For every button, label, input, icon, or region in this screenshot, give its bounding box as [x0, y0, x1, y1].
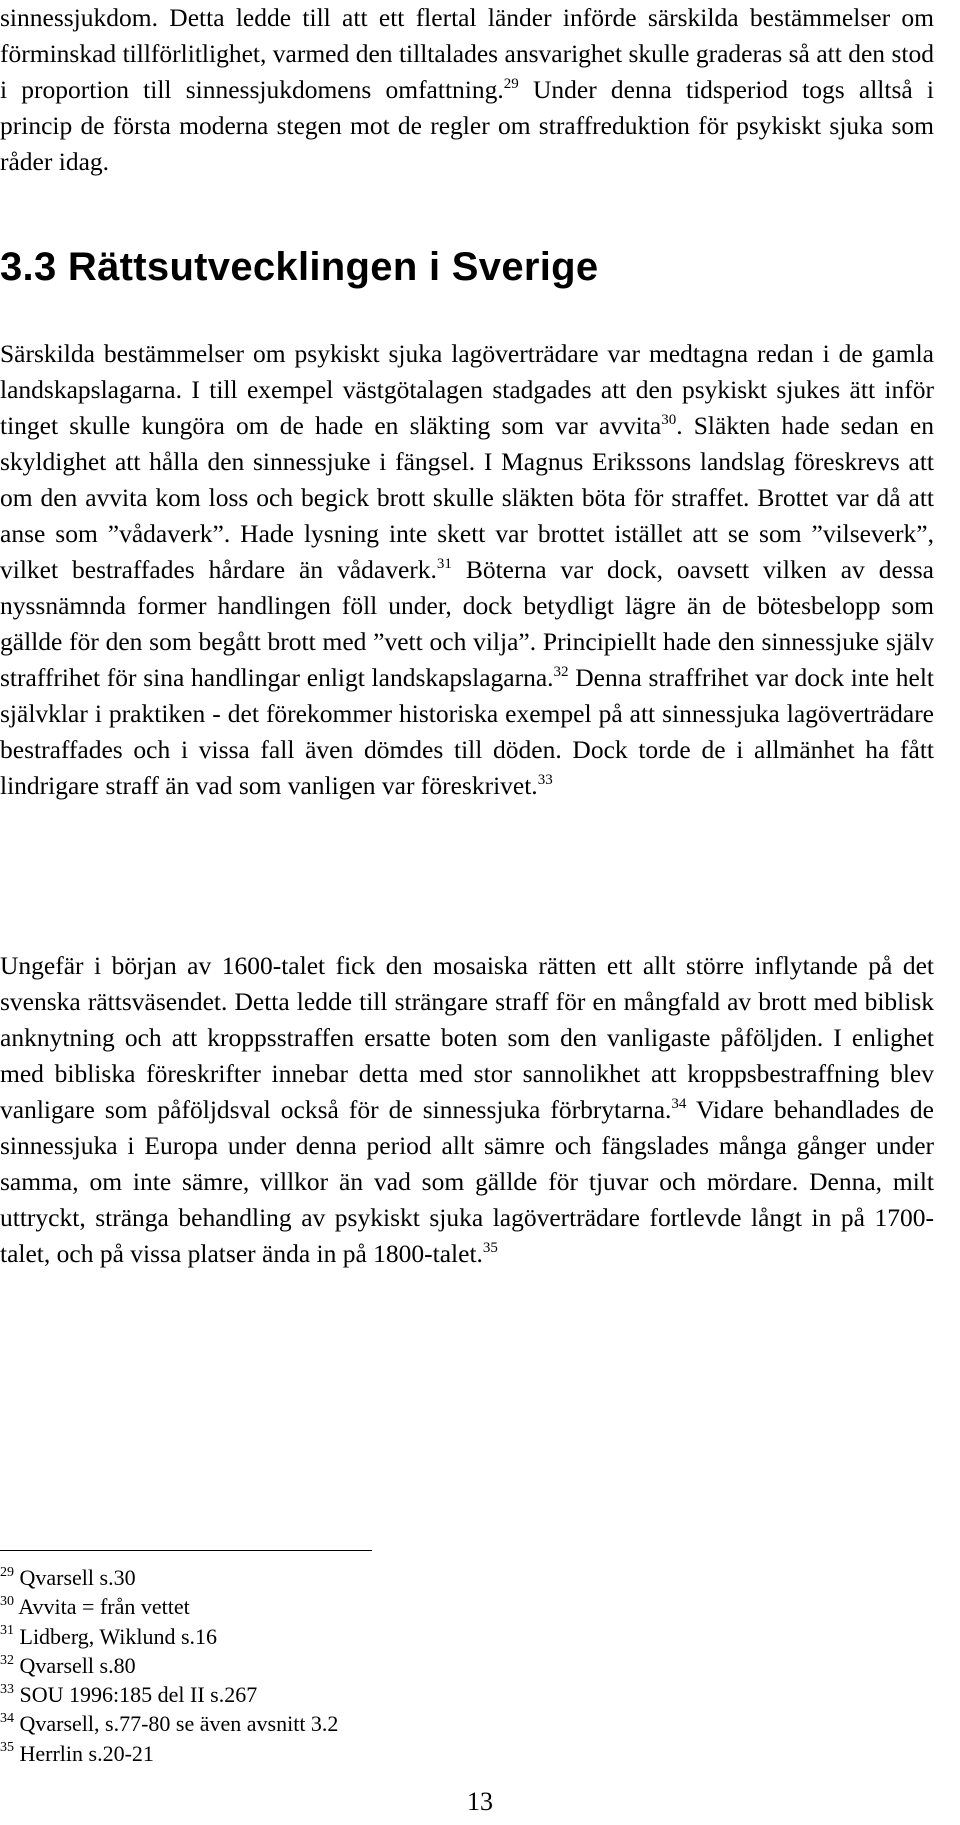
footnote-text: Qvarsell, s.77-80 se även avsnitt 3.2	[19, 1711, 339, 1737]
footnote-number: 30	[0, 1593, 14, 1609]
footnote-number: 32	[0, 1652, 14, 1668]
paragraph-text: Vidare behandlades de sinnessjuka i Europa under denna period allt sämre och fängslades många gånger under samma, om inte sämre, villkor än vad som gällde för tjuvar och mördare. Denna, milt uttryckt, stränga behandling av psykiskt sjuka lagöverträdare fortlevde långt in på 1700-talet, och på vissa platser ända in på 1800-talet.	[0, 1095, 934, 1268]
footnote-item	[0, 1680, 338, 1709]
footnote-ref-32: 32	[553, 663, 569, 680]
footnote-separator	[0, 1550, 372, 1551]
footnote-ref-33: 33	[537, 771, 553, 788]
paragraph-1600-talet	[0, 948, 934, 1272]
footnote-ref-29: 29	[503, 75, 519, 92]
footnote-text: Avvita = från vettet	[18, 1594, 190, 1620]
footnote-ref-35: 35	[482, 1239, 498, 1256]
footnote-number: 34	[0, 1711, 14, 1727]
section-heading	[0, 243, 934, 291]
paragraph-text: sinnessjukdom. Detta ledde till att ett flertal länder införde särskilda bestämmelser om förminskad tillförlitlighet, varmed den tilltalades ansvarighet skulle graderas så att den stod i proportion till sinnessjukdomens omfattning.	[0, 3, 934, 104]
paragraph-text: Under denna tidsperiod togs alltså i princip de första moderna stegen mot de regler om straffreduktion för psykiskt sjuka som råder idag.	[0, 75, 934, 176]
paragraph-text: Böterna var dock, oavsett vilken av dessa nyssnämnda former handlingen föll under, dock betydligt lägre än de bötesbelopp som gällde för den som begått brott med ”vett och vilja”. Principiellt hade den sinnessjuke själv straffrihet för sina handlingar enligt landskapslagarna.	[0, 555, 934, 692]
footnote-text: Lidberg, Wiklund s.16	[19, 1623, 218, 1649]
footnote-item	[0, 1739, 338, 1768]
footnote-number: 33	[0, 1681, 14, 1697]
paragraph-intro	[0, 0, 934, 180]
footnote-text: Herrlin s.20-21	[19, 1740, 154, 1766]
footnote-item	[0, 1622, 338, 1651]
footnote-item	[0, 1592, 338, 1621]
footnote-text: Qvarsell s.80	[19, 1652, 136, 1678]
page-number: 13	[467, 1787, 493, 1816]
paragraph-text: Denna straffrihet var dock inte helt självklar i praktiken - det förekommer historiska exempel på att sinnessjuka lagöverträdare bestraffades och i vissa fall även dömdes till döden. Dock torde de i allmänhet ha fått lindrigare straff än vad som vanligen var föreskrivet.	[0, 663, 934, 800]
footnote-number: 31	[0, 1623, 14, 1639]
footnote-number: 29	[0, 1564, 14, 1580]
paragraph-text: Ungefär i början av 1600-talet fick den mosaiska rätten ett allt större inflytande på det svenska rättsväsendet. Detta ledde till strängare straff för en mångfald av brott med biblisk anknytning och att kroppsstraffen ersatte boten som den vanligaste påföljden. I enlighet med bibliska föreskrifter innebar detta med stor sannolikhet att kroppsbestraffning blev vanligare som påföljdsval också för de sinnessjuka förbrytarna.	[0, 951, 934, 1124]
paragraph-landskapslagar	[0, 336, 934, 804]
section-heading-text: 3.3 Rättsutvecklingen i Sverige	[0, 245, 599, 289]
footnote-text: SOU 1996:185 del II s.267	[19, 1682, 258, 1708]
footnote-ref-31: 31	[436, 555, 452, 572]
footnote-ref-34: 34	[671, 1095, 687, 1112]
footnote-item	[0, 1651, 338, 1680]
footnote-text: Qvarsell s.30	[19, 1565, 136, 1590]
footnote-ref-30: 30	[661, 411, 677, 428]
paragraph-text: Särskilda bestämmelser om psykiskt sjuka lagöverträdare var medtagna redan i de gamla landskapslagarna. I till exempel västgötalagen stadgades att den psykiskt sjukes ätt inför tinget skulle kungöra om de hade en släkting som var avvita	[0, 339, 934, 440]
paragraph-text: . Släkten hade sedan en skyldighet att hålla den sinnessjuke i fängsel. I Magnus Erikssons landslag föreskrevs att om den avvita kom loss och begick brott skulle släkten böta för straffet. Brottet var då att anse som ”vådaverk”. Hade lysning inte skett var brottet istället att se som ”vilseverk”, vilket bestraffades hårdare än vådaverk.	[0, 411, 934, 584]
footnote-number: 35	[0, 1740, 14, 1756]
footnotes-list	[0, 1563, 338, 1768]
footnote-item	[0, 1563, 338, 1592]
footnote-item	[0, 1709, 338, 1738]
